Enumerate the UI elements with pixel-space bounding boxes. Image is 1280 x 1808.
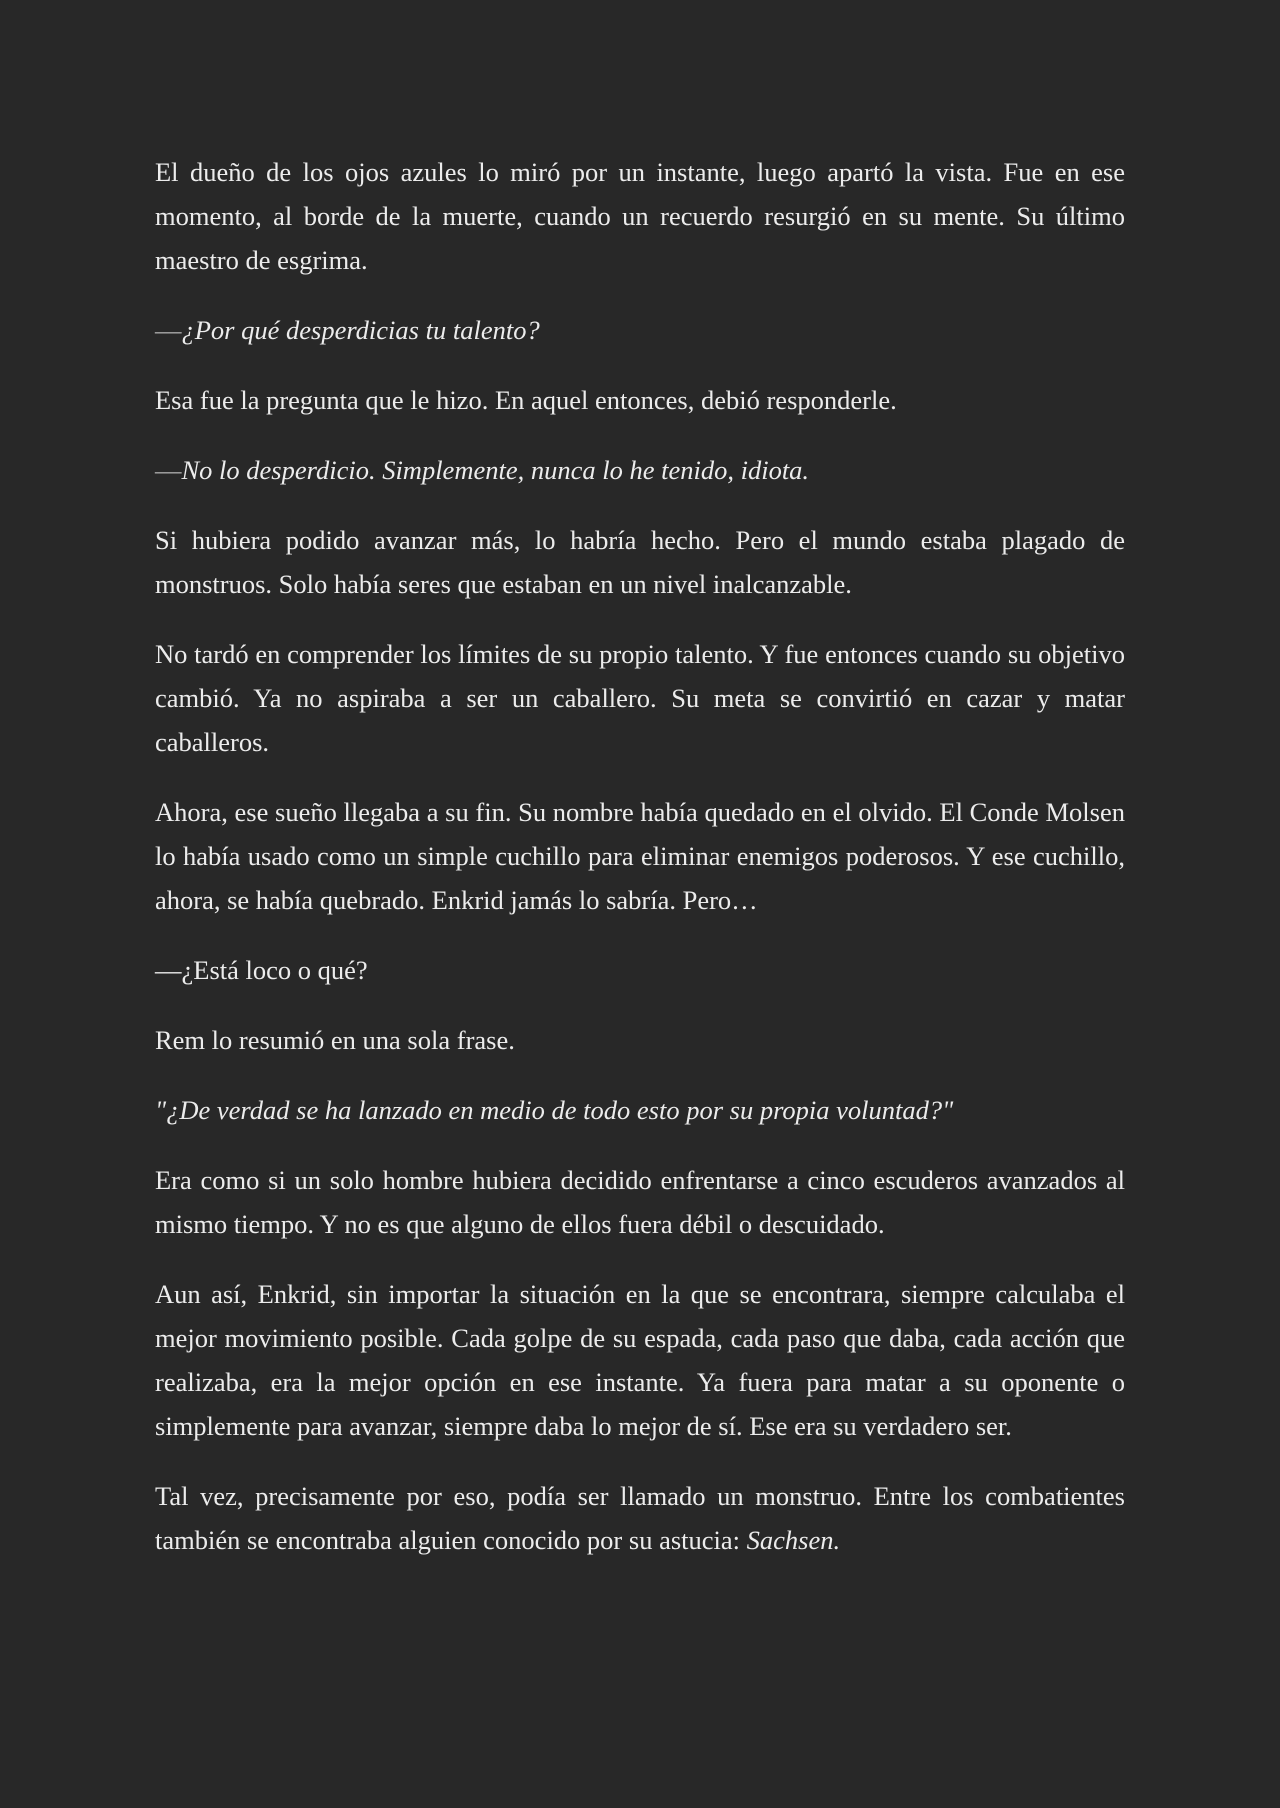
character-name: Sachsen. xyxy=(746,1525,841,1555)
chapter-text xyxy=(155,150,1125,1562)
paragraph-10: "¿De verdad se ha lanzado en medio de todo esto por su propia voluntad?" xyxy=(155,1095,954,1125)
italic-thought: No lo desperdicio. Simplemente, nunca lo he tenido, idiota. xyxy=(181,455,810,485)
paragraph-3: Esa fue la pregunta que le hizo. En aquel entonces, debió responderle. xyxy=(155,385,897,415)
paragraph-13 xyxy=(155,1474,1125,1562)
paragraph-5: Si hubiera podido avanzar más, lo habría hecho. Pero el mundo estaba plagado de monstruos. Solo había seres que estaban en un nivel inalcanzable. xyxy=(155,525,1125,599)
paragraph-13-text: Tal vez, precisamente por eso, podía ser llamado un monstruo. Entre los combatientes también se encontraba alguien conocido por su astucia: xyxy=(155,1481,1125,1555)
paragraph-11: Era como si un solo hombre hubiera decidido enfrentarse a cinco escuderos avanzados al mismo tiempo. Y no es que alguno de ellos fuera débil o descuidado. xyxy=(155,1165,1125,1239)
paragraph-12: Aun así, Enkrid, sin importar la situación en la que se encontrara, siempre calculaba el mejor movimiento posible. Cada golpe de su espada, cada paso que daba, cada acción que realizaba, era la mejor opción en ese instante. Ya fuera para matar a su oponente o simplemente para avanzar, siempre daba lo mejor de sí. Ese era su verdadero ser. xyxy=(155,1279,1125,1441)
dialogue-dash: — xyxy=(155,315,182,345)
paragraph-2 xyxy=(155,308,1125,352)
italic-thought: ¿Por qué desperdicias tu talento? xyxy=(181,315,540,345)
paragraph-8: —¿Está loco o qué? xyxy=(155,955,368,985)
paragraph-7: Ahora, ese sueño llegaba a su fin. Su nombre había quedado en el olvido. El Conde Molsen lo había usado como un simple cuchillo para eliminar enemigos poderosos. Y ese cuchillo, ahora, se había quebrado. Enkrid jamás lo sabría. Pero… xyxy=(155,797,1125,915)
dialogue-dash: — xyxy=(155,455,182,485)
paragraph-9: Rem lo resumió en una sola frase. xyxy=(155,1025,515,1055)
paragraph-4 xyxy=(155,448,1125,492)
paragraph-1: El dueño de los ojos azules lo miró por un instante, luego apartó la vista. Fue en ese momento, al borde de la muerte, cuando un recuerdo resurgió en su mente. Su último maestro de esgrima. xyxy=(155,157,1125,275)
paragraph-6: No tardó en comprender los límites de su propio talento. Y fue entonces cuando su objetivo cambió. Ya no aspiraba a ser un caballero. Su meta se convirtió en cazar y matar caballeros. xyxy=(155,639,1125,757)
